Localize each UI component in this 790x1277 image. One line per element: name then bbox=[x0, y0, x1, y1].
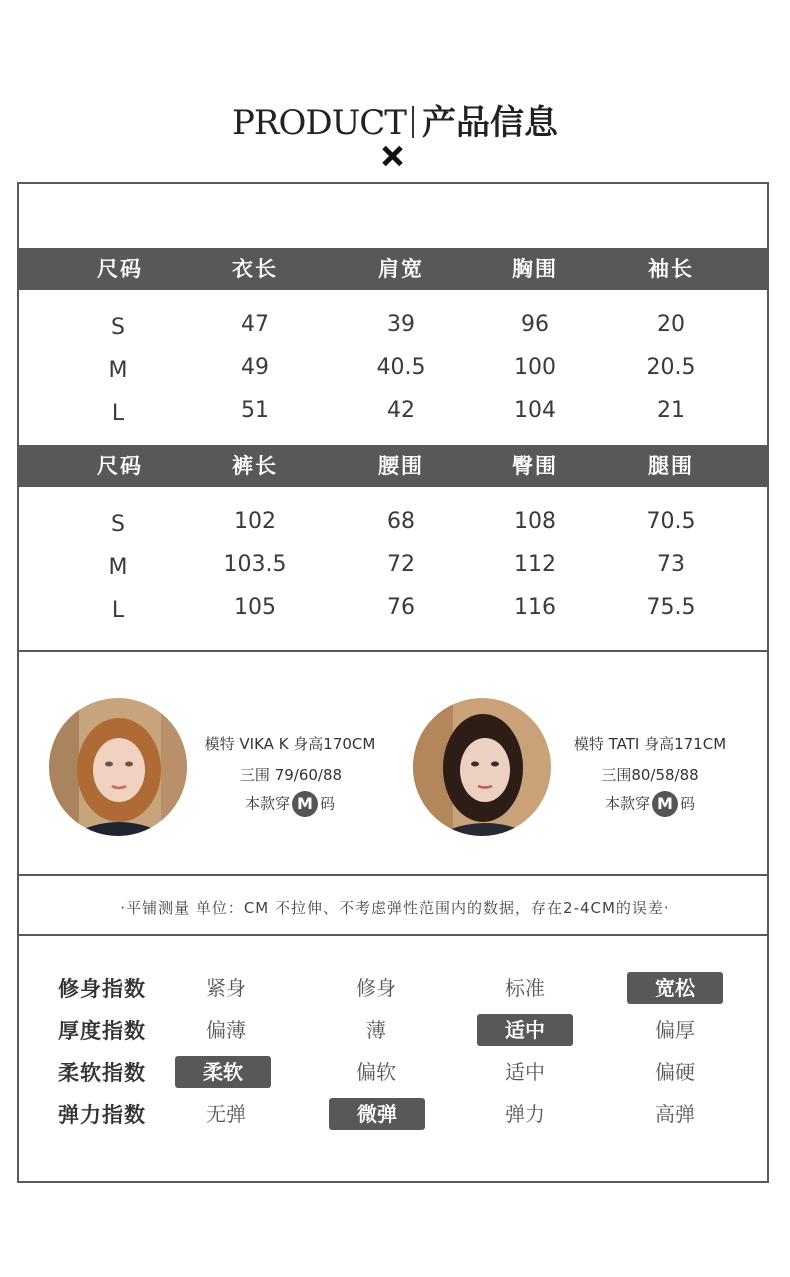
header-cell: 袖长 bbox=[648, 257, 694, 281]
header-cell: 尺码 bbox=[97, 257, 143, 281]
size-cell: L bbox=[111, 598, 125, 623]
title-en: PRODUCT bbox=[232, 103, 406, 143]
wear-suffix: 码 bbox=[320, 794, 336, 813]
header-cell: 腿围 bbox=[648, 454, 694, 478]
model-photo-tati bbox=[413, 698, 551, 836]
index-option: 高弹 bbox=[655, 1102, 695, 1126]
index-option: 标准 bbox=[505, 976, 545, 1000]
page-title bbox=[0, 95, 790, 144]
table-cell: 112 bbox=[514, 552, 556, 577]
index-option: 偏厚 bbox=[655, 1018, 695, 1042]
table-cell: 70.5 bbox=[646, 509, 696, 534]
divider bbox=[19, 650, 769, 652]
index-option: 偏硬 bbox=[655, 1060, 695, 1084]
size-cell: S bbox=[111, 315, 125, 340]
index-label: 修身指数 bbox=[58, 977, 146, 1001]
index-option-selected: 适中 bbox=[477, 1014, 573, 1046]
header-cell: 腰围 bbox=[378, 454, 424, 478]
table-cell: 68 bbox=[387, 509, 415, 534]
table-cell: 100 bbox=[514, 355, 556, 380]
index-option-selected: 微弹 bbox=[329, 1098, 425, 1130]
table-cell: 76 bbox=[387, 595, 415, 620]
index-option: 偏薄 bbox=[206, 1018, 246, 1042]
index-option: 弹力 bbox=[505, 1102, 545, 1126]
model-wear-line bbox=[605, 791, 695, 817]
size-cell: M bbox=[108, 358, 128, 383]
table-cell: 96 bbox=[521, 312, 549, 337]
table-cell: 20.5 bbox=[646, 355, 696, 380]
index-option: 紧身 bbox=[206, 976, 246, 1000]
model-measure-line: 三围80/58/88 bbox=[601, 766, 699, 784]
close-icon bbox=[378, 142, 406, 170]
bottom-table-header bbox=[19, 445, 769, 487]
table-cell: 72 bbox=[387, 552, 415, 577]
table-cell: 103.5 bbox=[223, 552, 287, 577]
table-cell: 108 bbox=[514, 509, 556, 534]
table-cell: 20 bbox=[657, 312, 685, 337]
header-cell: 胸围 bbox=[512, 257, 558, 281]
size-cell: L bbox=[111, 401, 125, 426]
wear-prefix: 本款穿 bbox=[244, 794, 290, 813]
table-cell: 75.5 bbox=[646, 595, 696, 620]
table-cell: 21 bbox=[657, 398, 685, 423]
index-option: 偏软 bbox=[356, 1060, 396, 1084]
model-measure-line: 三围 79/60/88 bbox=[239, 766, 343, 784]
header-cell: 裤长 bbox=[232, 454, 278, 478]
table-cell: 49 bbox=[241, 355, 269, 380]
model-name-line: 模特 TATI 身高171CM bbox=[573, 735, 727, 753]
model-wear-line bbox=[245, 791, 335, 817]
measurement-note: ·平铺测量 单位：CM 不拉伸、不考虑弹性范围内的数据，存在2-4CM的误差· bbox=[120, 899, 670, 917]
size-badge: M bbox=[292, 791, 318, 817]
table-cell: 116 bbox=[514, 595, 556, 620]
index-option: 适中 bbox=[505, 1060, 545, 1084]
title-cn: 产品信息 bbox=[421, 103, 558, 143]
divider bbox=[19, 934, 769, 936]
index-label: 弹力指数 bbox=[58, 1103, 146, 1127]
size-cell: M bbox=[108, 555, 128, 580]
index-option: 无弹 bbox=[206, 1102, 246, 1126]
table-cell: 51 bbox=[241, 398, 269, 423]
table-cell: 105 bbox=[234, 595, 276, 620]
table-cell: 47 bbox=[241, 312, 269, 337]
wear-suffix: 码 bbox=[680, 794, 696, 813]
table-cell: 42 bbox=[387, 398, 415, 423]
index-option: 薄 bbox=[366, 1018, 386, 1042]
size-cell: S bbox=[111, 512, 125, 537]
index-option: 修身 bbox=[356, 976, 396, 1000]
model-photo-vika bbox=[49, 698, 187, 836]
table-cell: 73 bbox=[657, 552, 685, 577]
wear-prefix: 本款穿 bbox=[604, 794, 650, 813]
table-cell: 102 bbox=[234, 509, 276, 534]
title-divider bbox=[412, 106, 414, 138]
table-cell: 40.5 bbox=[376, 355, 426, 380]
index-label: 厚度指数 bbox=[58, 1019, 146, 1043]
header-cell: 衣长 bbox=[232, 257, 278, 281]
index-label: 柔软指数 bbox=[58, 1061, 146, 1085]
size-badge: M bbox=[652, 791, 678, 817]
header-cell: 臀围 bbox=[512, 454, 558, 478]
table-cell: 104 bbox=[514, 398, 556, 423]
index-option-selected: 宽松 bbox=[627, 972, 723, 1004]
header-cell: 尺码 bbox=[97, 454, 143, 478]
index-option-selected: 柔软 bbox=[175, 1056, 271, 1088]
header-cell: 肩宽 bbox=[378, 257, 424, 281]
table-cell: 39 bbox=[387, 312, 415, 337]
divider bbox=[19, 874, 769, 876]
top-table-header bbox=[19, 248, 769, 290]
model-name-line: 模特 VIKA K 身高170CM bbox=[204, 735, 376, 753]
